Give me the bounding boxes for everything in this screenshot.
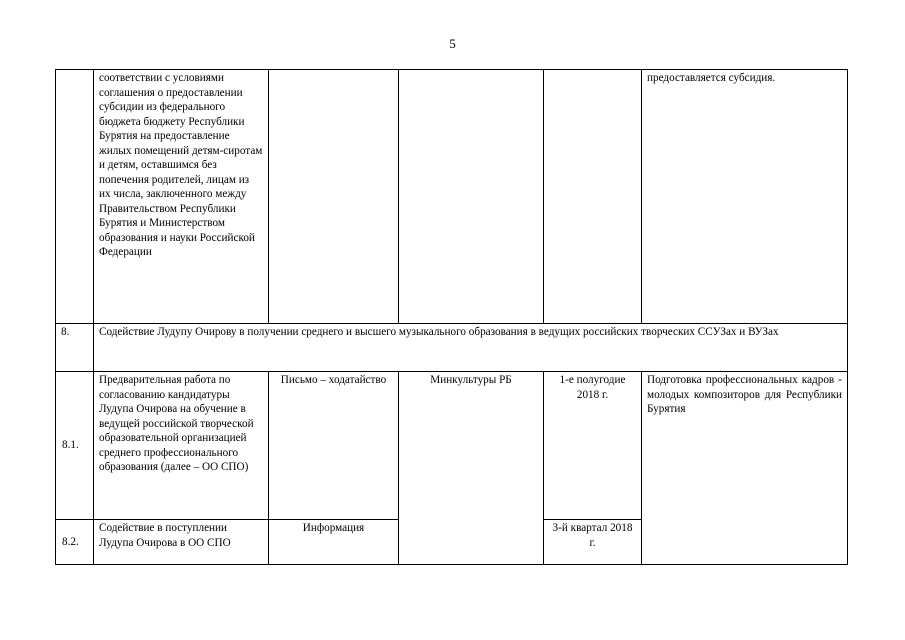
table-row-continuation: [56, 70, 848, 324]
section-number: 8.: [56, 324, 94, 372]
num-cell: [56, 70, 94, 324]
document-cell: Информация: [269, 520, 399, 565]
table-row: [56, 372, 848, 520]
section-title: Содействие Лудупу Очирову в получении среднего и высшего музыкального образования в ведущих российских творческих ССУЗах и ВУЗах: [94, 324, 848, 372]
deadline-cell: [544, 70, 642, 324]
activity-cell: соответствии с условиями соглашения о предоставлении субсидии из федерального бюджета бюджету Республики Бурятия на предоставление жилых помещений детям-сиротам и детям, оставшимся без попечения родителей, лицам из их числа, заключенного между Правительством Республики Бурятия и Министерством образования и науки Российской Федерации: [94, 70, 269, 324]
result-cell: предоставляется субсидия.: [642, 70, 848, 324]
activity-cell: Предварительная работа по согласованию кандидатуры Лудупа Очирова на обучение в ведущей российской творческой образовательной организацией среднего профессионального образования (далее – ОО СПО): [94, 372, 269, 520]
row-number: 8.2.: [56, 520, 94, 565]
activity-cell: Содействие в поступлении Лудупа Очирова в ОО СПО: [94, 520, 269, 565]
section-row: [56, 324, 848, 372]
deadline-cell: 3-й квартал 2018 г.: [544, 520, 642, 565]
page-number: 5: [449, 36, 456, 51]
document-cell: Письмо – ходатайство: [269, 372, 399, 520]
plan-table: [55, 69, 848, 565]
row-number: 8.1.: [56, 372, 94, 520]
executor-cell: [399, 70, 544, 324]
executor-cell: Минкультуры РБ: [399, 372, 544, 565]
result-cell: Подготовка профессиональных кадров - молодых композиторов для Республики Бурятия: [642, 372, 848, 565]
deadline-cell: 1-е полугодие 2018 г.: [544, 372, 642, 520]
document-cell: [269, 70, 399, 324]
